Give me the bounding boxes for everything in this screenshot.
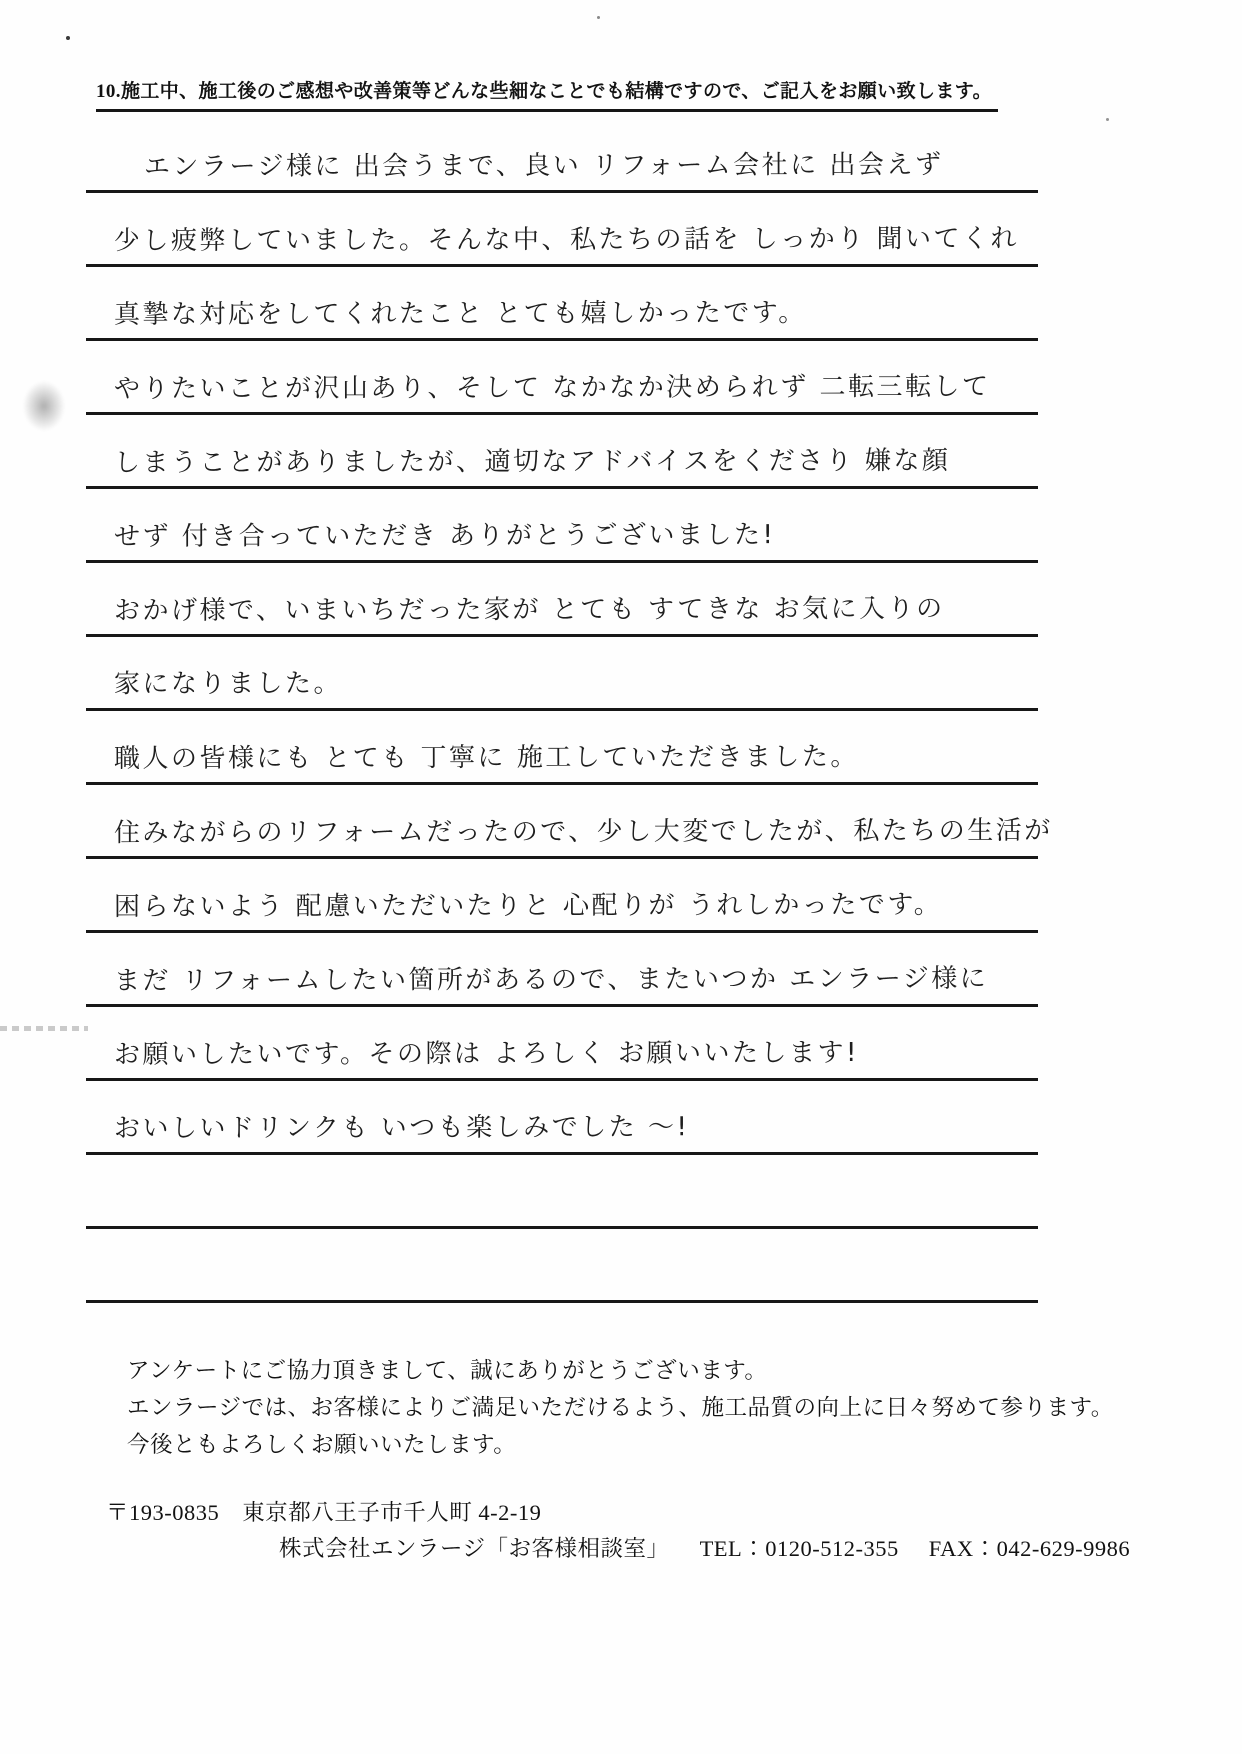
handwritten-line bbox=[86, 1007, 1038, 1081]
handwritten-text: 職人の皆様にも とても 丁寧に 施工していただきました。 bbox=[113, 742, 859, 774]
closing-line-2: エンラージでは、お客様によりご満足いただけるよう、施工品質の向上に日々努めて参ります。 bbox=[127, 1395, 1114, 1420]
handwritten-text: せず 付き合っていただき ありがとうございました! bbox=[113, 520, 776, 552]
handwritten-text: お願いしたいです。その際は よろしく お願いいたします! bbox=[113, 1038, 859, 1070]
handwritten-line bbox=[86, 193, 1038, 267]
handwritten-text: エンラージ様に 出会うまで、良い リフォーム会社に 出会えず bbox=[143, 149, 944, 183]
handwritten-text: 住みながらのリフォームだったので、少し大変でしたが、私たちの生活が bbox=[113, 815, 1053, 849]
handwritten-line bbox=[86, 415, 1038, 489]
company-name: 株式会社エンラージ「お客様相談室」 bbox=[279, 1536, 670, 1561]
handwritten-line bbox=[86, 267, 1038, 341]
company-contact-row bbox=[279, 1531, 1130, 1563]
handwritten-answer-area bbox=[86, 119, 1053, 1303]
handwritten-line bbox=[86, 637, 1038, 711]
scan-artifact-dashes bbox=[0, 1026, 88, 1031]
handwritten-line bbox=[86, 859, 1038, 933]
handwritten-text: おいしいドリンクも いつも楽しみでした 〜! bbox=[113, 1112, 690, 1144]
handwritten-line bbox=[86, 119, 1038, 193]
handwritten-text: おかげ様で、いまいちだった家が とても すてきな お気に入りの bbox=[113, 593, 945, 627]
handwritten-text: 家になりました。 bbox=[113, 668, 343, 700]
postal-address: 〒193-0835 東京都八王子市千人町 4-2-19 bbox=[106, 1500, 542, 1525]
handwritten-line bbox=[86, 785, 1053, 859]
fax-number: FAX：042-629-9986 bbox=[928, 1536, 1131, 1561]
empty-ruled-line bbox=[86, 1229, 1038, 1303]
empty-ruled-line bbox=[86, 1155, 1038, 1229]
phone-number: TEL：0120-512-355 bbox=[699, 1536, 899, 1561]
handwritten-text: やりたいことが沢山あり、そして なかなか決められず 二転三転して bbox=[113, 371, 991, 405]
closing-line-3: 今後ともよろしくお願いいたします。 bbox=[127, 1432, 517, 1457]
handwritten-line bbox=[86, 933, 1038, 1007]
handwritten-line bbox=[86, 711, 1038, 785]
scan-artifact-speck bbox=[597, 16, 600, 19]
handwritten-text: 少し疲弊していました。そんな中、私たちの話を しっかり 聞いてくれ bbox=[113, 223, 1020, 257]
handwritten-text: 困らないよう 配慮いただいたりと 心配りが うれしかったです。 bbox=[113, 889, 943, 923]
question-10-header: 10.施工中、施工後のご感想や改善策等どんな些細なことでも結構ですので、ご記入をお願い致します。 bbox=[96, 76, 998, 112]
handwritten-text: まだ リフォームしたい箇所があるので、またいつか エンラージ様に bbox=[113, 963, 989, 997]
closing-line-1: アンケートにご協力頂きまして、誠にありがとうございます。 bbox=[127, 1358, 768, 1383]
handwritten-line bbox=[86, 489, 1038, 563]
scan-artifact-smudge bbox=[22, 380, 66, 432]
handwritten-text: しまうことがありましたが、適切なアドバイスをくださり 嫌な顔 bbox=[113, 445, 951, 479]
scan-artifact-speck bbox=[1106, 118, 1109, 121]
closing-message bbox=[127, 1352, 1114, 1463]
handwritten-text: 真摯な対応をしてくれたこと とても嬉しかったです。 bbox=[113, 298, 807, 330]
handwritten-line bbox=[86, 563, 1038, 637]
scan-artifact-speck bbox=[66, 36, 70, 40]
handwritten-line bbox=[86, 341, 1038, 415]
handwritten-line bbox=[86, 1081, 1038, 1155]
